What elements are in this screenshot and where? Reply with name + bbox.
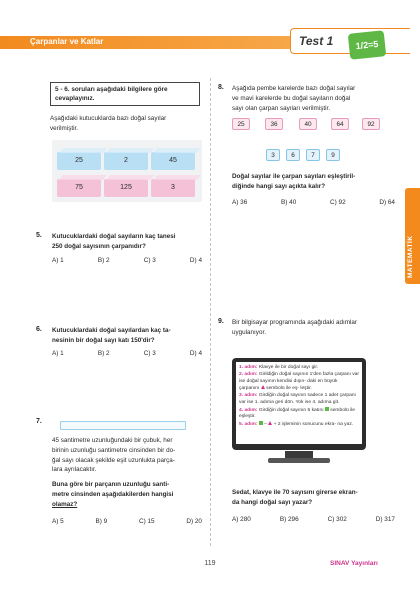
rod-illustration [60,421,186,430]
page-number: 119 [204,560,216,567]
step-label: 2. adım: [239,371,258,377]
number-pink-box: 40 [299,118,317,130]
question-5-options [52,257,202,264]
question-5-line-2: 250 doğal sayısının çarpanıdır? [52,242,146,250]
step-label: 3. adım: [239,393,258,399]
publisher-logo: SINAV Yayınları [330,560,378,567]
question-7-question [52,480,207,509]
option-b[interactable]: B) 296 [279,516,299,523]
question-7-question-line: metre cinsinden aşağıdakilerden hangisi [52,490,174,498]
step-1 [239,365,359,372]
triangle-symbol-icon [261,385,265,389]
cube-value: 2 [124,157,128,164]
cube-value: 3 [171,184,175,191]
info-line-1: 5 - 6. soruları aşağıdaki bilgilere göre [55,86,168,93]
step-tail: + 2 işleminin sonucunu ekra- na yaz. [273,422,354,428]
option-c[interactable]: C) 15 [138,518,155,525]
question-7-options [52,518,202,525]
option-b[interactable]: B) 2 [97,350,110,357]
number-pink-box: 36 [265,118,283,130]
question-7-body-line: lara ayrılacaktır. [52,466,97,474]
question-8-question [232,172,397,192]
question-8-question-line: Doğal sayılar ile çarpan sayıları eşleştiril- [232,173,356,180]
question-8-number: 8. [218,84,224,91]
cubes-panel [52,140,202,202]
step-3 [239,393,359,407]
step-label: 1. adım: [239,365,258,370]
number-pink-box: 92 [362,118,380,130]
step-4 [239,407,359,422]
question-8-body-line: Aşağıda pembe karelerde bazı doğal sayılar [232,85,356,92]
intro-text [50,114,205,134]
question-8-question-line: diğinde hangi sayı açıkta kalır? [232,182,326,190]
question-9-body-line: Bir bilgisayar programında aşağıdaki adımlar [232,319,357,326]
question-5-number: 5. [36,232,42,239]
question-9-body [232,318,392,338]
question-8-body-line: sayı olan çarpan sayıları verilmiştir. [232,104,330,112]
question-7-body [52,436,207,475]
number-cube [57,179,101,197]
number-blue-box: 9 [326,149,340,161]
info-box [50,82,200,106]
subject-tab-label: MATEMATİK [407,235,414,278]
step-label: 5. adım: [239,422,258,428]
step-tail: sembolü ile eşleştir. [239,407,356,420]
intro-text-line-1: Aşağıdaki kutucuklarda bazı doğal sayılar [50,115,167,122]
subject-tab [405,188,420,284]
step-label: 4. adım: [239,407,258,413]
triangle-symbol-icon [268,421,272,425]
monitor-screen [236,362,362,444]
question-8-options [232,199,395,206]
number-blue-box: 7 [306,149,320,161]
option-d[interactable]: D) 64 [379,199,395,206]
question-6-line-1: Kutucuklardaki doğal sayılardan kaç ta- [52,327,171,334]
option-a[interactable]: A) 36 [232,199,248,206]
number-blue-box: 6 [286,149,300,161]
option-b[interactable]: B) 40 [281,199,297,206]
computer-monitor-icon [232,358,366,450]
step-tail: sembolü ile eş- leştir. [266,386,312,392]
number-pink-box: 25 [232,118,250,130]
question-7-number: 7. [36,418,42,425]
column-divider [210,78,211,546]
number-cube [151,179,195,197]
number-cube [104,152,148,170]
step-text: Girdiğin doğal sayının 5 katını [258,407,324,413]
step-2 [239,372,359,393]
question-9-question-line: da hangi doğal sayı yazar? [232,498,313,506]
question-6-number: 6. [36,326,42,333]
question-8-body [232,84,392,113]
number-cube [151,152,195,170]
cube-value: 25 [75,157,83,164]
section-title: Çarpanlar ve Katlar [30,37,104,46]
square-symbol-icon [325,407,329,411]
question-6-text [52,326,207,346]
question-5-text [52,232,207,252]
test-label: Test 1 [299,34,334,48]
question-9-question [232,488,397,508]
intro-text-line-2: verilmiştir. [50,124,78,132]
option-d[interactable]: D) 4 [189,257,202,264]
question-6-options [52,350,202,357]
question-8-body-line: ve mavi karelerde bu doğal sayıların doğal [232,94,351,102]
option-b[interactable]: B) 9 [95,518,108,525]
option-c[interactable]: C) 3 [143,350,156,357]
cube-value: 45 [169,157,177,164]
fraction-badge-icon: 1/2=5 [348,30,387,60]
option-a[interactable]: A) 1 [52,257,64,264]
option-c[interactable]: C) 302 [327,516,347,523]
option-a[interactable]: A) 1 [52,350,64,357]
question-7-body-line: birinin uzunluğu santimetre cinsinden bir do- [52,446,176,454]
question-9-body-line: uygulanıyor. [232,328,266,336]
option-b[interactable]: B) 2 [97,257,110,264]
number-cube [104,179,148,197]
question-7-question-line: olamaz? [52,500,78,508]
question-7-body-line: 45 santimetre uzunluğundaki bir çubuk, her [52,437,173,444]
step-5: 5. adım: – + 2 işleminin sonucunu ekra- na yaz. [239,422,354,428]
question-5-line-1: Kutucuklardaki doğal sayıların kaç tanesi [52,233,176,240]
question-9-options [232,516,395,523]
step-text: Klavye ile bir doğal sayı gir. [258,365,319,370]
question-9-number: 9. [218,318,224,325]
question-9-question-line: Sedat, klavye ile 70 sayısını girerse ekran- [232,489,358,496]
question-6-line-2: nesinin bir doğal sayı katı 150'dir? [52,336,155,344]
cube-value: 125 [120,184,132,191]
number-blue-box: 3 [266,149,280,161]
option-d[interactable]: D) 4 [189,350,202,357]
info-line-2: cevaplayınız. [55,94,95,102]
step-text: Girdiğin doğal sayının sadece 1 adet çarpanı var ise 1. adıma geri dön. Yok ise 4. adıma git. [239,393,356,405]
number-pink-box: 64 [331,118,349,130]
monitor-base [268,458,330,463]
cube-value: 75 [75,184,83,191]
square-symbol-icon [259,421,263,425]
question-7-body-line: ğal sayı olacak şekilde eşit uzunlukta parça- [52,456,175,464]
option-d[interactable]: D) 317 [375,516,395,523]
number-cube [57,152,101,170]
option-c[interactable]: C) 92 [330,199,346,206]
step-text: Girildiğin doğal sayının 1'den fazla çarpanı var ise doğal sayının kendisi dışın- daki en büyük çarpanını [239,371,360,392]
option-d[interactable]: D) 20 [186,518,202,525]
option-c[interactable]: C) 3 [143,257,156,264]
option-a[interactable]: A) 280 [232,516,251,523]
option-a[interactable]: A) 5 [52,518,64,525]
question-7-question-line: Buna göre bir parçanın uzunluğu santi- [52,481,170,488]
